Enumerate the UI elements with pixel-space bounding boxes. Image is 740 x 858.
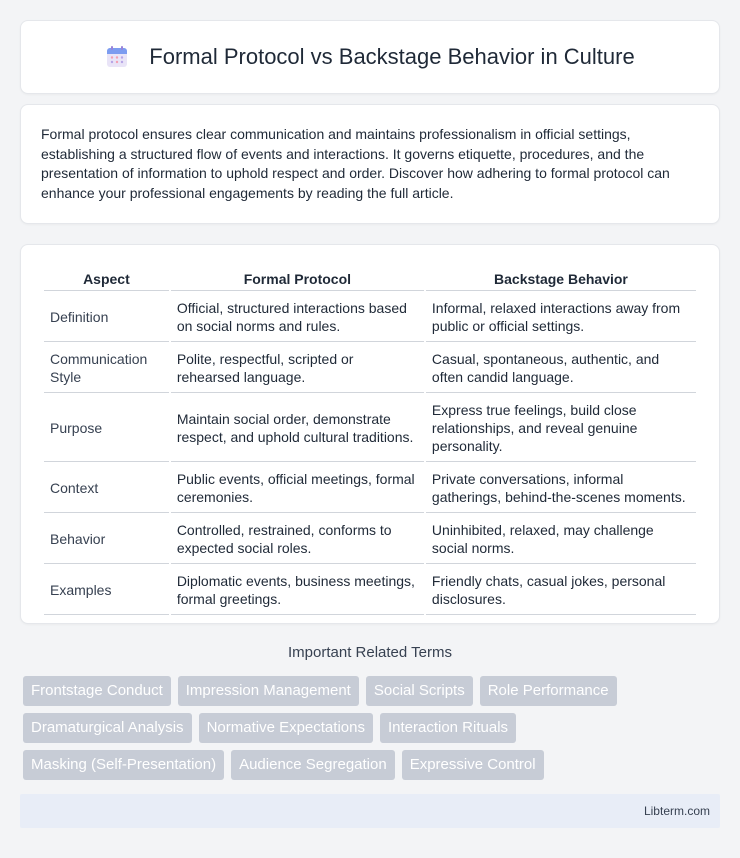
related-term-tag[interactable]: Interaction Rituals bbox=[380, 713, 516, 743]
table-row bbox=[44, 566, 696, 615]
footer bbox=[20, 794, 720, 828]
row-formal: Controlled, restrained, conforms to expected social roles. bbox=[171, 515, 424, 564]
related-terms-title: Important Related Terms bbox=[288, 644, 452, 661]
related-term-tag[interactable]: Masking (Self-Presentation) bbox=[23, 750, 224, 780]
row-backstage: Uninhibited, relaxed, may challenge social norms. bbox=[426, 515, 696, 564]
table-row bbox=[44, 293, 696, 342]
intro-text: Formal protocol ensures clear communication and maintains professionalism in official settings, establishing a structured flow of events and interactions. It governs etiquette, procedures, and the presentation of information to uphold respect and order. Discover how adhering to formal protocol can enhance your professional engagements by reading the full article. bbox=[41, 126, 670, 201]
table-row bbox=[44, 344, 696, 393]
row-aspect: Context bbox=[44, 464, 169, 513]
row-formal: Diplomatic events, business meetings, formal greetings. bbox=[171, 566, 424, 615]
footer-site-link[interactable]: Libterm.com bbox=[643, 804, 710, 818]
related-term-tag[interactable]: Dramaturgical Analysis bbox=[23, 713, 192, 743]
row-backstage: Casual, spontaneous, authentic, and often candid language. bbox=[426, 344, 696, 393]
intro-card bbox=[20, 104, 720, 224]
row-formal: Official, structured interactions based on social norms and rules. bbox=[171, 293, 424, 342]
related-term-tag[interactable]: Frontstage Conduct bbox=[23, 676, 171, 706]
row-formal: Public events, official meetings, formal ceremonies. bbox=[171, 464, 424, 513]
row-backstage: Friendly chats, casual jokes, personal disclosures. bbox=[426, 566, 696, 615]
row-backstage: Express true feelings, build close relationships, and reveal genuine personality. bbox=[426, 395, 696, 462]
row-formal: Maintain social order, demonstrate respect, and uphold cultural traditions. bbox=[171, 395, 424, 462]
row-backstage: Informal, relaxed interactions away from public or official settings. bbox=[426, 293, 696, 342]
row-aspect: Behavior bbox=[44, 515, 169, 564]
related-term-tag[interactable]: Audience Segregation bbox=[231, 750, 395, 780]
comparison-card bbox=[20, 244, 720, 624]
row-aspect: Definition bbox=[44, 293, 169, 342]
header-formal-protocol: Formal Protocol bbox=[171, 267, 424, 291]
row-aspect: Examples bbox=[44, 566, 169, 615]
related-term-tag[interactable]: Expressive Control bbox=[402, 750, 544, 780]
related-term-tag[interactable]: Normative Expectations bbox=[199, 713, 373, 743]
row-aspect: Purpose bbox=[44, 395, 169, 462]
related-term-tag[interactable]: Social Scripts bbox=[366, 676, 473, 706]
table-header-row bbox=[44, 267, 696, 291]
table-row bbox=[44, 395, 696, 462]
table-row bbox=[44, 464, 696, 513]
title-card bbox=[20, 20, 720, 94]
related-term-tag[interactable]: Impression Management bbox=[178, 676, 359, 706]
related-terms-list bbox=[23, 676, 703, 780]
header-backstage-behavior: Backstage Behavior bbox=[426, 267, 696, 291]
header-aspect: Aspect bbox=[44, 267, 169, 291]
calendar-icon bbox=[105, 45, 129, 69]
row-formal: Polite, respectful, scripted or rehearsed language. bbox=[171, 344, 424, 393]
page-title: Formal Protocol vs Backstage Behavior in Culture bbox=[149, 44, 635, 69]
table-row bbox=[44, 515, 696, 564]
comparison-table bbox=[42, 265, 698, 617]
related-term-tag[interactable]: Role Performance bbox=[480, 676, 617, 706]
row-backstage: Private conversations, informal gatherings, behind-the-scenes moments. bbox=[426, 464, 696, 513]
row-aspect: Communication Style bbox=[44, 344, 169, 393]
